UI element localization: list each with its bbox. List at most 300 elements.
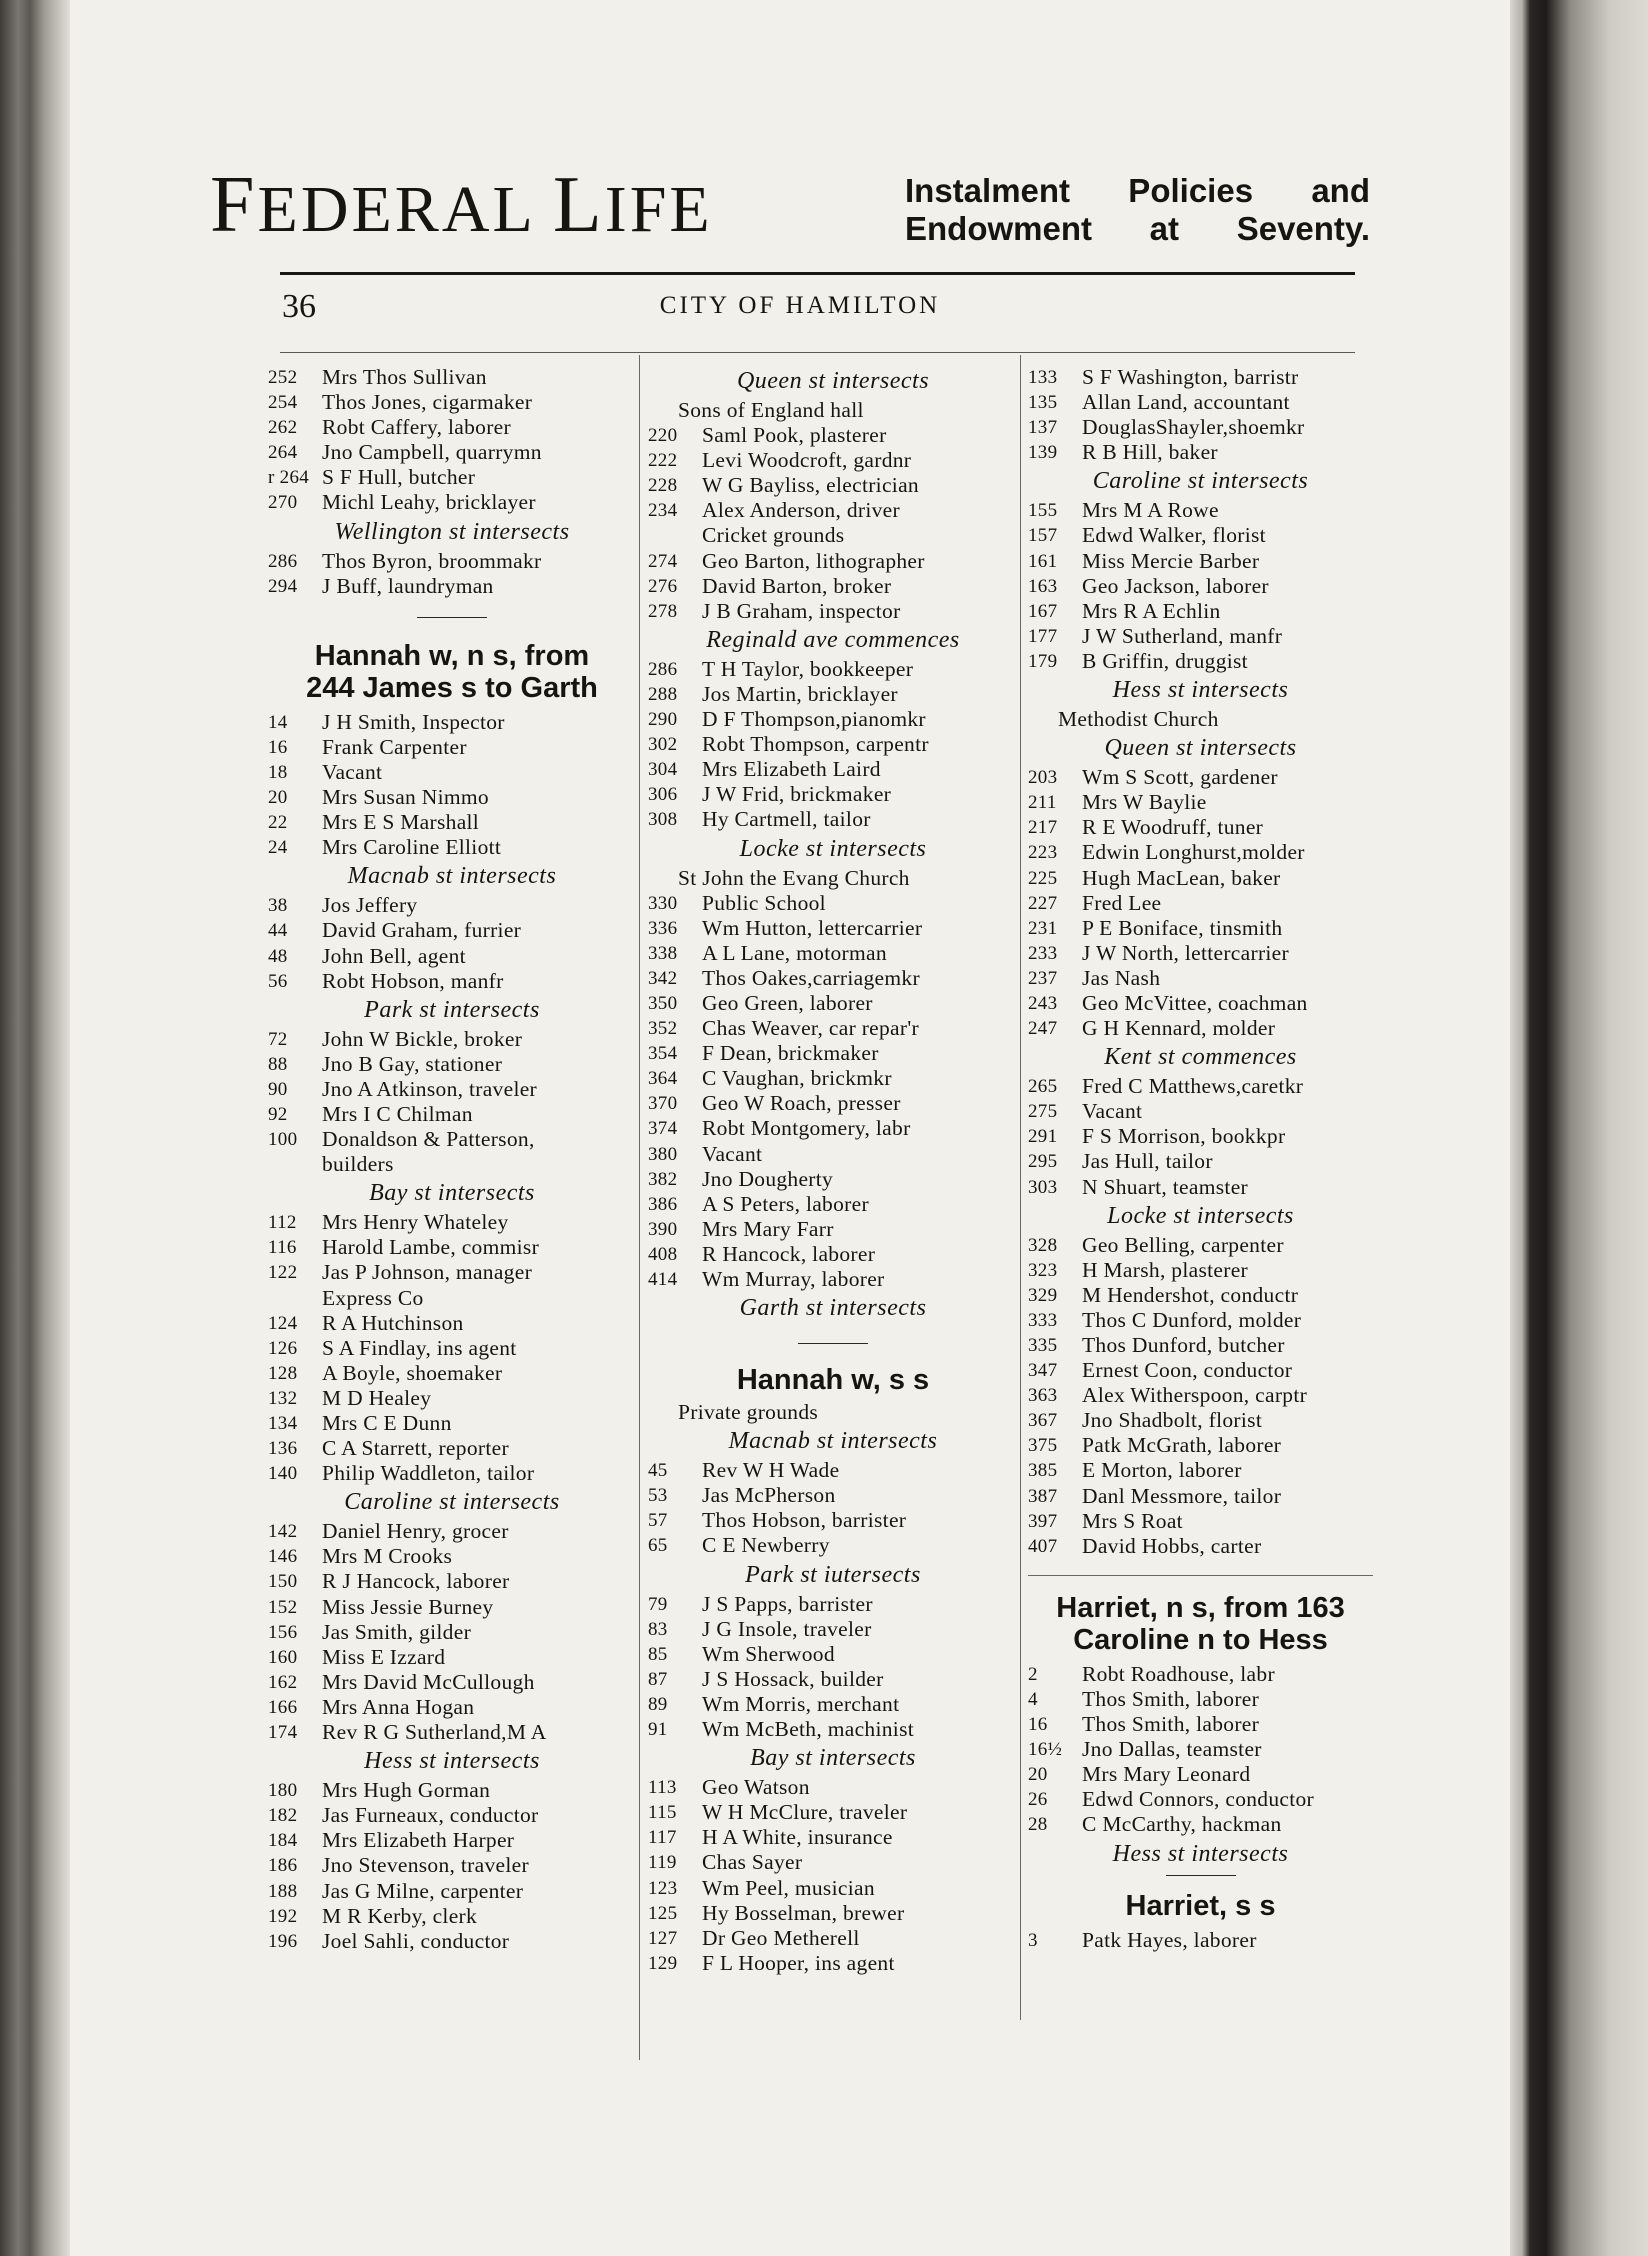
landmark-entry: Private grounds bbox=[678, 1400, 819, 1425]
house-number: 136 bbox=[268, 1438, 298, 1460]
cross-street-heading: Hess st intersects bbox=[1112, 677, 1289, 704]
directory-entry bbox=[1028, 1074, 1373, 1099]
resident-name: Mrs David McCullough bbox=[322, 1669, 535, 1694]
street-heading: Hannah w, s s bbox=[736, 1364, 930, 1397]
house-number: 163 bbox=[1028, 575, 1058, 597]
house-number: 56 bbox=[268, 970, 288, 992]
directory-entry bbox=[648, 574, 1018, 599]
resident-name: Thos Byron, broommakr bbox=[322, 548, 542, 573]
resident-name: W G Bayliss, electrician bbox=[702, 473, 919, 498]
directory-entry bbox=[648, 707, 1018, 732]
resident-name: DouglasShayler,shoemkr bbox=[1082, 415, 1305, 440]
directory-entry bbox=[1028, 1016, 1373, 1041]
header-rule bbox=[280, 272, 1355, 275]
directory-entry bbox=[268, 1929, 636, 1954]
house-number: 335 bbox=[1028, 1335, 1058, 1356]
directory-entry bbox=[268, 1235, 636, 1260]
directory-entry bbox=[1028, 1928, 1373, 1953]
entry-group bbox=[648, 423, 1018, 523]
directory-entry bbox=[648, 1041, 1018, 1066]
directory-entry bbox=[1028, 523, 1373, 548]
resident-name: Jas Nash bbox=[1082, 965, 1161, 990]
directory-entry bbox=[1028, 1383, 1373, 1408]
scan-right-edge bbox=[1510, 0, 1648, 2256]
entry-group bbox=[1028, 765, 1373, 1041]
resident-name: Geo Barton, lithographer bbox=[702, 548, 925, 573]
house-number: 231 bbox=[1028, 917, 1058, 939]
resident-name: Vacant bbox=[1082, 1099, 1143, 1124]
house-number: 72 bbox=[268, 1028, 288, 1050]
resident-name: P E Boniface, tinsmith bbox=[1082, 915, 1283, 940]
directory-entry bbox=[1028, 1534, 1373, 1559]
resident-name: Wm Sherwood bbox=[702, 1641, 835, 1666]
resident-name: Mrs E S Marshall bbox=[322, 810, 480, 835]
house-number: 152 bbox=[268, 1596, 298, 1618]
house-number: 265 bbox=[1028, 1076, 1058, 1098]
directory-entry bbox=[648, 1642, 1018, 1667]
resident-name: S A Findlay, ins agent bbox=[322, 1335, 517, 1360]
resident-name: Jos Martin, bricklayer bbox=[702, 681, 898, 706]
house-number: 142 bbox=[268, 1521, 298, 1543]
landmark-entry: Cricket grounds bbox=[702, 523, 845, 548]
house-number: 65 bbox=[648, 1535, 668, 1557]
house-number: 122 bbox=[268, 1262, 298, 1284]
resident-name: Wm Peel, musician bbox=[702, 1875, 875, 1900]
entry-continuation: Express Co bbox=[322, 1285, 424, 1310]
directory-entry bbox=[648, 1091, 1018, 1116]
directory-entry bbox=[1028, 549, 1373, 574]
house-number: 160 bbox=[268, 1646, 298, 1668]
entry-continuation: builders bbox=[322, 1152, 394, 1177]
resident-name: Jno A Atkinson, traveler bbox=[322, 1076, 538, 1101]
entry-group bbox=[648, 1458, 1018, 1558]
directory-entry bbox=[1028, 1258, 1373, 1283]
resident-name: Mrs C E Dunn bbox=[322, 1411, 452, 1435]
resident-name: C E Newberry bbox=[702, 1533, 830, 1558]
directory-entry bbox=[268, 490, 636, 515]
resident-name: W H McClure, traveler bbox=[702, 1800, 908, 1825]
house-number: 180 bbox=[268, 1780, 298, 1802]
resident-name: R A Hutchinson bbox=[322, 1310, 464, 1335]
resident-name: Thos Jones, cigarmaker bbox=[322, 390, 533, 415]
directory-entry bbox=[648, 1267, 1018, 1292]
directory-entry bbox=[268, 1336, 636, 1361]
resident-name: Thos C Dunford, molder bbox=[1082, 1307, 1302, 1332]
resident-name: David Hobbs, carter bbox=[1082, 1533, 1262, 1558]
directory-entry bbox=[1028, 440, 1373, 465]
landmark-entry: Sons of England hall bbox=[678, 398, 864, 422]
resident-name: Robt Caffery, laborer bbox=[322, 415, 511, 440]
directory-entry bbox=[1028, 1175, 1373, 1200]
directory-entry bbox=[268, 944, 636, 969]
directory-entry bbox=[268, 760, 636, 785]
resident-name: B Griffin, druggist bbox=[1082, 648, 1248, 673]
resident-name: Mrs Mary Farr bbox=[702, 1216, 834, 1241]
house-number: 303 bbox=[1028, 1176, 1058, 1198]
resident-name: Hy Bosselman, brewer bbox=[702, 1900, 905, 1925]
resident-name: Alex Anderson, driver bbox=[702, 498, 900, 523]
house-number: 139 bbox=[1028, 442, 1058, 464]
directory-entry bbox=[1028, 1509, 1373, 1534]
landmark-entry: St John the Evang Church bbox=[678, 865, 910, 890]
cross-street-heading: Caroline st intersects bbox=[344, 1489, 560, 1516]
house-number: 45 bbox=[648, 1460, 668, 1482]
resident-name: J S Hossack, builder bbox=[702, 1666, 884, 1691]
resident-name: S F Washington, barristr bbox=[1082, 365, 1299, 389]
resident-name: Mrs Hugh Gorman bbox=[322, 1778, 491, 1803]
running-head: CITY OF HAMILTON bbox=[659, 292, 941, 319]
directory-entry bbox=[648, 1876, 1018, 1901]
directory-entry bbox=[648, 891, 1018, 916]
directory-entry bbox=[1028, 1233, 1373, 1258]
resident-name: Philip Waddleton, tailor bbox=[322, 1461, 535, 1486]
resident-name: Public School bbox=[702, 890, 826, 915]
house-number: 290 bbox=[648, 709, 678, 731]
directory-entry bbox=[268, 1828, 636, 1853]
resident-name: Patk McGrath, laborer bbox=[1082, 1433, 1282, 1458]
resident-name: Danl Messmore, tailor bbox=[1082, 1483, 1282, 1508]
directory-entry bbox=[648, 1692, 1018, 1717]
resident-name: Mrs Mary Leonard bbox=[1082, 1762, 1251, 1787]
house-number: 350 bbox=[648, 992, 678, 1014]
resident-name: Miss Mercie Barber bbox=[1082, 548, 1260, 573]
house-number: 333 bbox=[1028, 1309, 1058, 1331]
directory-entry bbox=[648, 1508, 1018, 1533]
resident-name: Jas P Johnson, manager bbox=[322, 1260, 533, 1285]
directory-entry bbox=[268, 1077, 636, 1102]
entry-group bbox=[1028, 1662, 1373, 1838]
house-number: 126 bbox=[268, 1337, 298, 1359]
tagline-line-1: Instalment Policies and bbox=[905, 172, 1370, 209]
directory-entry bbox=[1028, 840, 1373, 865]
directory-entry bbox=[268, 415, 636, 440]
house-number: 48 bbox=[268, 945, 288, 967]
house-number: 133 bbox=[1028, 367, 1058, 388]
header-title: FEDERAL LIFE bbox=[210, 161, 713, 249]
directory-entry bbox=[268, 1210, 636, 1235]
directory-entry bbox=[1028, 1484, 1373, 1509]
house-number: 127 bbox=[648, 1927, 678, 1949]
house-number: 167 bbox=[1028, 600, 1058, 622]
resident-name: Wm Hutton, lettercarrier bbox=[702, 915, 923, 940]
directory-entry bbox=[648, 1142, 1018, 1167]
house-number: 113 bbox=[648, 1777, 677, 1799]
cross-street-heading: Macnab st intersects bbox=[728, 1428, 938, 1455]
resident-name: J S Papps, barrister bbox=[702, 1591, 873, 1616]
resident-name: Frank Carpenter bbox=[322, 734, 467, 759]
resident-name: E Morton, laborer bbox=[1082, 1458, 1242, 1483]
directory-entry bbox=[268, 1052, 636, 1077]
directory-entry bbox=[268, 1778, 636, 1803]
directory-entry bbox=[268, 1260, 636, 1285]
entry-group bbox=[648, 657, 1018, 833]
resident-name: D F Thompson,pianomkr bbox=[702, 707, 926, 732]
directory-entry bbox=[268, 1361, 636, 1386]
resident-name: F Dean, brickmaker bbox=[702, 1041, 879, 1066]
resident-name: Hy Cartmell, tailor bbox=[702, 807, 871, 832]
directory-entry bbox=[648, 1016, 1018, 1041]
house-number: 135 bbox=[1028, 392, 1058, 414]
house-number: 88 bbox=[268, 1053, 288, 1075]
house-number: 270 bbox=[268, 492, 298, 514]
entry-group bbox=[268, 1519, 636, 1745]
entry-group bbox=[268, 1210, 636, 1285]
house-number: 247 bbox=[1028, 1018, 1058, 1040]
house-number: 276 bbox=[648, 575, 678, 597]
house-number: 162 bbox=[268, 1671, 298, 1693]
directory-entry bbox=[1028, 1283, 1373, 1308]
directory-entry bbox=[268, 1127, 636, 1152]
directory-entry bbox=[268, 465, 636, 490]
resident-name: David Barton, broker bbox=[702, 573, 892, 598]
directory-entry bbox=[268, 549, 636, 574]
directory-entry bbox=[1028, 498, 1373, 523]
house-number: 196 bbox=[268, 1930, 298, 1952]
directory-entry bbox=[1028, 1737, 1373, 1762]
directory-entry bbox=[648, 1775, 1018, 1800]
house-number: 294 bbox=[268, 575, 298, 597]
resident-name: Fred Lee bbox=[1082, 890, 1162, 915]
house-number: 20 bbox=[268, 787, 288, 809]
resident-name: John W Bickle, broker bbox=[322, 1026, 523, 1051]
house-number: 286 bbox=[648, 658, 678, 680]
entry-group bbox=[1028, 1928, 1373, 1953]
house-number: 385 bbox=[1028, 1460, 1058, 1482]
resident-name: Geo Belling, carpenter bbox=[1082, 1232, 1284, 1257]
house-number: 92 bbox=[268, 1103, 288, 1125]
resident-name: Jno B Gay, stationer bbox=[322, 1051, 503, 1076]
directory-entry bbox=[1028, 1662, 1373, 1687]
resident-name: Mrs I C Chilman bbox=[322, 1101, 473, 1126]
cross-street-heading: Locke st intersects bbox=[1107, 1202, 1294, 1229]
house-number: 336 bbox=[648, 917, 678, 939]
house-number: 119 bbox=[648, 1852, 677, 1874]
resident-name: R J Hancock, laborer bbox=[322, 1569, 510, 1594]
house-number: 217 bbox=[1028, 817, 1058, 839]
resident-name: Ernest Coon, conductor bbox=[1082, 1358, 1293, 1383]
resident-name: Geo Jackson, laborer bbox=[1082, 573, 1269, 598]
directory-entry bbox=[268, 390, 636, 415]
house-number: 295 bbox=[1028, 1151, 1058, 1173]
directory-entry bbox=[268, 1645, 636, 1670]
resident-name: Jas Hull, tailor bbox=[1082, 1149, 1213, 1174]
directory-entry bbox=[648, 1901, 1018, 1926]
resident-name: John Bell, agent bbox=[322, 943, 466, 968]
resident-name: R Hancock, laborer bbox=[702, 1241, 876, 1266]
resident-name: Rev R G Sutherland,M A bbox=[322, 1720, 547, 1745]
directory-entry bbox=[648, 916, 1018, 941]
directory-entry bbox=[648, 1192, 1018, 1217]
resident-name: H A White, insurance bbox=[702, 1825, 893, 1850]
directory-entry bbox=[648, 1066, 1018, 1091]
resident-name: J W Frid, brickmaker bbox=[702, 782, 892, 807]
resident-name: Mrs Elizabeth Laird bbox=[702, 757, 881, 782]
resident-name: Wm Morris, merchant bbox=[702, 1691, 900, 1716]
resident-name: Mrs M A Rowe bbox=[1082, 498, 1219, 523]
resident-name: Jas Furneaux, conductor bbox=[322, 1803, 539, 1828]
house-number: 380 bbox=[648, 1143, 678, 1165]
house-number: 179 bbox=[1028, 650, 1058, 672]
resident-name: Geo W Roach, presser bbox=[702, 1091, 901, 1116]
directory-entry bbox=[648, 423, 1018, 448]
directory-entry bbox=[268, 1853, 636, 1878]
resident-name: J Buff, laundryman bbox=[322, 573, 494, 598]
cross-street-heading: Park st intersects bbox=[364, 996, 540, 1023]
directory-entry bbox=[268, 1595, 636, 1620]
resident-name: Geo Watson bbox=[702, 1775, 810, 1800]
column-1 bbox=[268, 365, 636, 1954]
house-number: 125 bbox=[648, 1902, 678, 1924]
directory-entry bbox=[268, 810, 636, 835]
house-number: 28 bbox=[1028, 1814, 1048, 1836]
house-number: 129 bbox=[648, 1952, 678, 1974]
resident-name: Jno Shadbolt, florist bbox=[1082, 1408, 1263, 1433]
resident-name: J G Insole, traveler bbox=[702, 1616, 872, 1641]
directory-entry bbox=[648, 549, 1018, 574]
directory-entry bbox=[1028, 941, 1373, 966]
resident-name: S F Hull, butcher bbox=[322, 465, 476, 490]
resident-name: Chas Weaver, car repar'r bbox=[702, 1016, 919, 1041]
house-number: 83 bbox=[648, 1618, 668, 1640]
resident-name: David Graham, furrier bbox=[322, 918, 522, 943]
house-number: 347 bbox=[1028, 1360, 1058, 1382]
house-number: 192 bbox=[268, 1905, 298, 1927]
house-number: 2 bbox=[1028, 1663, 1038, 1685]
house-number: 3 bbox=[1028, 1929, 1038, 1951]
resident-name: Mrs Anna Hogan bbox=[322, 1694, 475, 1719]
house-number: 278 bbox=[648, 600, 678, 622]
directory-entry bbox=[268, 918, 636, 943]
house-number: 414 bbox=[648, 1269, 678, 1290]
cross-street-heading: Queen st intersects bbox=[736, 368, 930, 394]
house-number: 117 bbox=[648, 1827, 677, 1849]
resident-name: Vacant bbox=[322, 759, 383, 784]
resident-name: Mrs M Crooks bbox=[322, 1544, 453, 1569]
house-number: 323 bbox=[1028, 1259, 1058, 1281]
directory-entry bbox=[1028, 966, 1373, 991]
resident-name: Jno Stevenson, traveler bbox=[322, 1853, 529, 1878]
house-number: 367 bbox=[1028, 1410, 1058, 1432]
directory-entry bbox=[268, 1102, 636, 1127]
directory-entry bbox=[268, 1386, 636, 1411]
house-number: 26 bbox=[1028, 1789, 1048, 1811]
directory-entry bbox=[648, 1926, 1018, 1951]
directory-entry bbox=[1028, 1124, 1373, 1149]
directory-entry bbox=[648, 1825, 1018, 1850]
scan-left-edge bbox=[0, 0, 70, 2256]
directory-entry bbox=[1028, 866, 1373, 891]
directory-entry bbox=[1028, 1762, 1373, 1787]
house-number: 90 bbox=[268, 1078, 288, 1100]
house-number: 274 bbox=[648, 550, 678, 572]
house-number: 386 bbox=[648, 1193, 678, 1215]
resident-name: Donaldson & Patterson, bbox=[322, 1127, 535, 1152]
house-number: 85 bbox=[648, 1643, 668, 1665]
resident-name: Jos Jeffery bbox=[322, 893, 418, 918]
directory-entry bbox=[648, 807, 1018, 832]
house-number: r 264 bbox=[268, 467, 310, 489]
directory-entry bbox=[268, 365, 636, 390]
resident-name: T H Taylor, bookkeeper bbox=[702, 656, 914, 681]
tagline-line-2: Endowment at Seventy. bbox=[905, 210, 1370, 247]
directory-entry bbox=[1028, 624, 1373, 649]
directory-entry bbox=[1028, 1099, 1373, 1124]
house-number: 291 bbox=[1028, 1126, 1058, 1148]
house-number: 225 bbox=[1028, 867, 1058, 889]
entry-group bbox=[648, 1592, 1018, 1743]
resident-name: Thos Hobson, barrister bbox=[702, 1508, 907, 1533]
resident-name: Edwd Connors, conductor bbox=[1082, 1787, 1315, 1812]
house-number: 38 bbox=[268, 895, 288, 917]
house-number: 20 bbox=[1028, 1764, 1048, 1786]
house-number: 262 bbox=[268, 417, 298, 439]
house-number: 233 bbox=[1028, 942, 1058, 964]
directory-entry bbox=[268, 1803, 636, 1828]
resident-name: Miss E Izzard bbox=[322, 1644, 446, 1669]
resident-name: Jno Dallas, teamster bbox=[1082, 1737, 1262, 1762]
house-number: 408 bbox=[648, 1243, 678, 1265]
column-3 bbox=[1028, 365, 1373, 1953]
resident-name: Geo McVittee, coachman bbox=[1082, 990, 1308, 1015]
house-number: 220 bbox=[648, 425, 678, 447]
directory-entry bbox=[1028, 1687, 1373, 1712]
directory-entry bbox=[268, 1904, 636, 1929]
resident-name: M D Healey bbox=[322, 1385, 432, 1410]
resident-name: J H Smith, Inspector bbox=[322, 709, 505, 734]
cross-street-heading: Garth st intersects bbox=[739, 1295, 927, 1322]
resident-name: Mrs Susan Nimmo bbox=[322, 785, 489, 810]
house-number: 330 bbox=[648, 892, 678, 914]
house-number: 115 bbox=[648, 1802, 677, 1824]
house-number: 354 bbox=[648, 1043, 678, 1065]
directory-entry bbox=[268, 574, 636, 599]
directory-entry bbox=[1028, 599, 1373, 624]
directory-entry bbox=[1028, 1149, 1373, 1174]
house-number: 370 bbox=[648, 1093, 678, 1115]
directory-entry bbox=[268, 710, 636, 735]
resident-name: Mrs R A Echlin bbox=[1082, 598, 1221, 623]
resident-name: Mrs W Baylie bbox=[1082, 790, 1207, 815]
directory-entry bbox=[268, 1544, 636, 1569]
house-number: 211 bbox=[1028, 792, 1057, 814]
street-heading: Caroline n to Hess bbox=[1073, 1623, 1328, 1656]
house-number: 338 bbox=[648, 942, 678, 964]
resident-name: Geo Green, laborer bbox=[702, 990, 873, 1015]
entry-group bbox=[268, 365, 636, 516]
house-number: 18 bbox=[268, 761, 288, 783]
house-number: 24 bbox=[268, 837, 288, 859]
house-number: 223 bbox=[1028, 842, 1058, 864]
directory-entry bbox=[648, 1242, 1018, 1267]
cross-street-heading: Bay st intersects bbox=[750, 1745, 916, 1772]
house-number: 387 bbox=[1028, 1485, 1058, 1507]
directory-entry bbox=[1028, 649, 1373, 674]
resident-name: Robt Hobson, manfr bbox=[322, 968, 504, 993]
house-number: 308 bbox=[648, 809, 678, 831]
resident-name: Thos Smith, laborer bbox=[1082, 1686, 1260, 1711]
entry-group bbox=[1028, 1074, 1373, 1199]
resident-name: Vacant bbox=[702, 1141, 763, 1166]
house-number: 302 bbox=[648, 734, 678, 756]
house-number: 234 bbox=[648, 500, 678, 522]
directory-entry bbox=[1028, 1433, 1373, 1458]
house-number: 53 bbox=[648, 1485, 668, 1507]
entry-group bbox=[648, 549, 1018, 624]
directory-entry bbox=[268, 785, 636, 810]
directory-entry bbox=[648, 473, 1018, 498]
resident-name: Wm Murray, laborer bbox=[702, 1267, 885, 1291]
entry-group bbox=[268, 1311, 636, 1487]
